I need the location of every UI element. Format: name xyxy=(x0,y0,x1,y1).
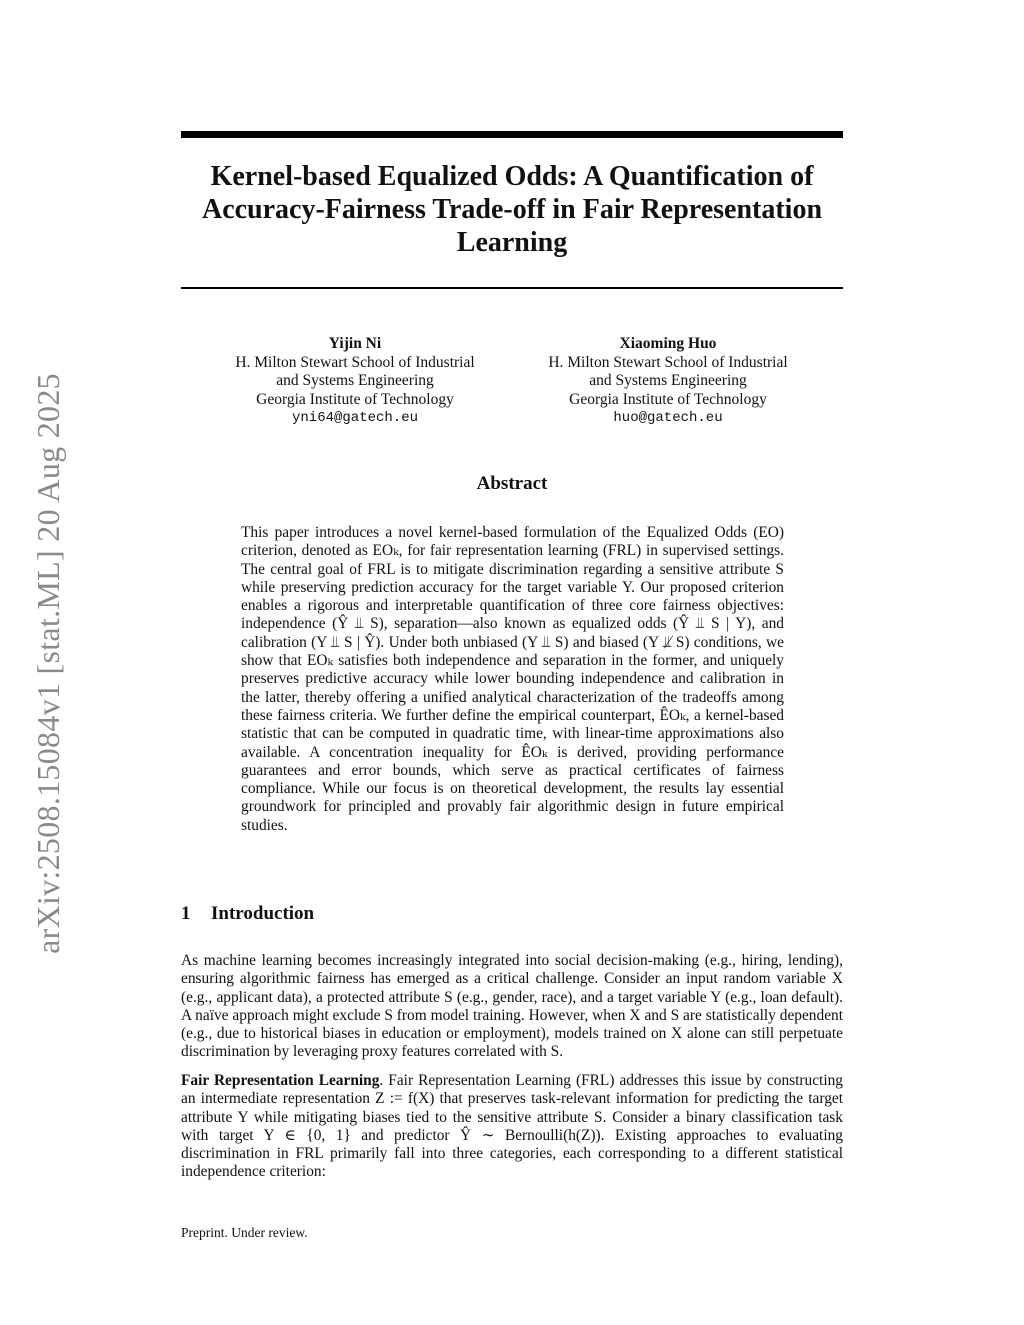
author-block-1 xyxy=(215,335,495,428)
intro-paragraph-1: As machine learning becomes increasingly integrated into social decision-making (e.g., hiring, lending), ensuring algorithmic fairness has emerged as a critical challenge. Consider an input random variable X (e.g., applicant data), a protected attribute S (e.g., gender, race), and a target variable Y (e.g., loan default). A naïve approach might exclude S from model training. However, when X and S are statistically dependent (e.g., due to historical biases in education or employment), models trained on X alone can still perpetuate discrimination by leveraging proxy features correlated with S. xyxy=(181,952,843,1061)
title-bottom-rule xyxy=(181,287,843,289)
author-affiliation-line: H. Milton Stewart School of Industrial xyxy=(235,353,475,371)
page-footer: Preprint. Under review. xyxy=(181,1225,308,1240)
author-affiliation-line: H. Milton Stewart School of Industrial xyxy=(548,353,788,371)
section-number: 1 xyxy=(181,903,191,924)
abstract-heading: Abstract xyxy=(476,473,548,494)
arxiv-identifier-text: arXiv:2508.15084v1 [stat.ML] 20 Aug 2025 xyxy=(29,372,66,954)
author-affiliation-line: and Systems Engineering xyxy=(589,372,747,389)
paragraph-body: . Fair Representation Learning (FRL) addresses this issue by constructing an intermediate representation Z := f(X) that preserves task-relevant information for predicting the target attribute Y while mitigating biases tied to the sensitive attribute S. Consider a binary classification task with target Y ∈ {0, 1} and predictor Ŷ ∼ Bernoulli(h(Z)). Existing approaches to evaluating discrimination in FRL primarily fall into three categories, each corresponding to a different statistical independence criterion: xyxy=(181,1072,843,1181)
author-email: huo@gatech.eu xyxy=(613,410,723,426)
paragraph-lead-in: Fair Representation Learning xyxy=(181,1072,380,1089)
intro-paragraph-2 xyxy=(181,1072,843,1182)
author-name: Xiaoming Huo xyxy=(619,335,717,352)
paper-title: Kernel-based Equalized Odds: A Quantification of Accuracy-Fairness Trade-off in Fair Representation Learning xyxy=(201,161,823,258)
arxiv-identifier-stamp xyxy=(28,355,68,971)
title-top-rule xyxy=(181,131,843,138)
author-institution: Georgia Institute of Technology xyxy=(569,390,767,408)
section-heading-introduction xyxy=(181,903,843,925)
author-institution: Georgia Institute of Technology xyxy=(256,390,454,408)
author-affiliation-line: and Systems Engineering xyxy=(276,372,434,389)
author-block-2 xyxy=(528,335,808,428)
author-name: Yijin Ni xyxy=(328,335,382,352)
section-title: Introduction xyxy=(211,903,315,924)
author-email: yni64@gatech.eu xyxy=(291,410,419,426)
abstract-text: This paper introduces a novel kernel-based formulation of the Equalized Odds (EO) criterion, denoted as EOₖ, for fair representation learning (FRL) in supervised settings. The central goal of FRL is to mitigate discrimination regarding a sensitive attribute S while preserving prediction accuracy for the target variable Y. Our proposed criterion enables a rigorous and interpretable quantification of three core fairness objectives: independence (Ŷ ⫫ S), separation—also known as equalized odds (Ŷ ⫫ S | Y), and calibration (Y ⫫ S | Ŷ). Under both unbiased (Y ⫫ S) and biased (Y ⫫̸ S) conditions, we show that EOₖ satisfies both independence and separation in the former, and uniquely preserves predictive accuracy while lower bounding independence and calibration in the latter, thereby offering a unified analytical characterization of the tradeoffs among these fairness criteria. We further define the empirical counterpart, ÊOₖ, a kernel-based statistic that can be computed in quadratic time, with linear-time approximations also available. A concentration inequality for ÊOₖ is derived, providing performance guarantees and error bounds, which serve as practical certificates of fairness compliance. While our focus is on theoretical development, the results lay essential groundwork for principled and provably fair algorithmic design in future empirical studies. xyxy=(241,524,784,834)
